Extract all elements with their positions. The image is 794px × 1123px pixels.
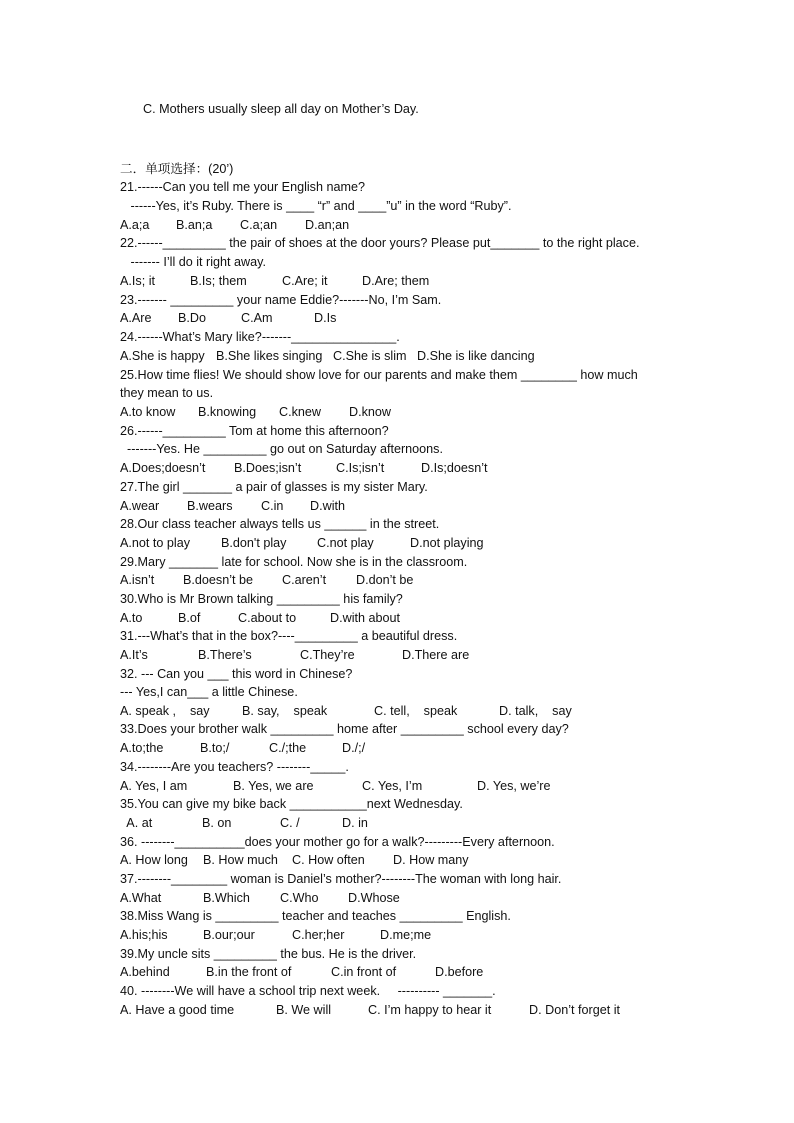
question-39-line-1: 39.My uncle sits _________ the bus. He is the driver. (120, 947, 417, 961)
option-d: D.Whose (348, 891, 400, 905)
option-b: B.in the front of (206, 965, 292, 979)
section-title: 二．单项选择：(20’) (120, 162, 234, 176)
option-d: D.with (310, 499, 345, 513)
option-c: C.Am (241, 311, 273, 325)
question-36-options (120, 852, 720, 868)
option-c: C.not play (317, 536, 374, 550)
option-a: A.isn’t (120, 573, 155, 587)
question-21-line-1: 21.------Can you tell me your English name? (120, 180, 365, 194)
question-25-line-1 (120, 367, 673, 383)
option-d: D.not playing (410, 536, 484, 550)
question-26-line-2: -------Yes. He _________ go out on Saturday afternoons. (120, 442, 443, 456)
question-32-line-1: 32. --- Can you ___ this word in Chinese? (120, 667, 353, 681)
question-21-options (120, 217, 720, 233)
option-b: B.our;our (203, 928, 255, 942)
question-30-options (120, 610, 720, 626)
option-b: B. say, speak (242, 704, 328, 718)
question-36-line-1: 36. --------__________does your mother go for a walk?---------Every afternoon. (120, 835, 555, 849)
option-d: D. Yes, we’re (477, 779, 551, 793)
question-24-line-1: 24.------What’s Mary like?-------_______________. (120, 330, 400, 344)
option-a: A.his;his (120, 928, 168, 942)
option-b: B. We will (276, 1003, 332, 1017)
option-d: D./;/ (342, 741, 366, 755)
option-c: C. tell, speak (374, 704, 458, 718)
option-c: C.her;her (292, 928, 345, 942)
option-b: B. How much (203, 853, 278, 867)
option-d: D. in (342, 816, 368, 830)
option-d: D.don’t be (356, 573, 414, 587)
option-a: A.behind (120, 965, 170, 979)
option-a: A.What (120, 891, 162, 905)
option-c: C. / (280, 816, 300, 830)
option-c: C.in (261, 499, 284, 513)
option-d: D. Don’t forget it (529, 1003, 620, 1017)
option-b: B.to;/ (200, 741, 230, 755)
option-d: D.know (349, 405, 391, 419)
option-d: D.She is like dancing (417, 349, 535, 363)
option-c: C.Is;isn’t (336, 461, 385, 475)
question-33-line-1: 33.Does your brother walk _________ home after _________ school every day? (120, 722, 569, 736)
question-38-line-1: 38.Miss Wang is _________ teacher and teaches _________ English. (120, 909, 511, 923)
option-a: A.Does;doesn’t (120, 461, 206, 475)
option-c: C./;the (269, 741, 307, 755)
option-c: C.Who (280, 891, 319, 905)
option-a: A. How long (120, 853, 188, 867)
option-d: D.before (435, 965, 484, 979)
question-25-line-2: they mean to us. (120, 386, 214, 400)
option-b: B.Is; them (190, 274, 247, 288)
option-a: A.a;a (120, 218, 150, 232)
option-d: D.Is (314, 311, 337, 325)
option-d: D.me;me (380, 928, 432, 942)
option-c: C.Are; it (282, 274, 328, 288)
option-a: A.She is happy (120, 349, 205, 363)
question-32-options (120, 703, 720, 719)
option-d: D.Are; them (362, 274, 430, 288)
option-d: D.Is;doesn’t (421, 461, 488, 475)
option-a: A.to (120, 611, 143, 625)
question-40-line-1: 40. --------We will have a school trip next week. ---------- _______. (120, 984, 496, 998)
question-37-options (120, 890, 720, 906)
question-35-line-1: 35.You can give my bike back ___________next Wednesday. (120, 797, 463, 811)
option-c: C.a;an (240, 218, 278, 232)
option-a: A.Are (120, 311, 152, 325)
question-24-options (120, 348, 720, 364)
question-text: 25.How time flies! We should show love for our parents and make them ________ how much (120, 368, 638, 382)
option-b: B.Does;isn’t (234, 461, 302, 475)
option-c: C. How often (292, 853, 365, 867)
option-b: B.wears (187, 499, 233, 513)
question-34-line-1: 34.--------Are you teachers? --------_____. (120, 760, 349, 774)
option-c: C.They’re (300, 648, 355, 662)
option-a: A.wear (120, 499, 160, 513)
question-26-line-1: 26.------_________ Tom at home this afternoon? (120, 424, 389, 438)
option-a: A.Is; it (120, 274, 155, 288)
option-d: D.There are (402, 648, 470, 662)
option-b: B.don't play (221, 536, 287, 550)
question-40-options (120, 1002, 720, 1018)
option-b: B.Do (178, 311, 206, 325)
question-25-options (120, 404, 720, 420)
question-21-line-2: ------Yes, it’s Ruby. There is ____ “r” and ____”u” in the word “Ruby”. (120, 199, 512, 213)
previous-option-c: C. Mothers usually sleep all day on Mother’s Day. (143, 102, 419, 116)
question-38-options (120, 927, 720, 943)
option-b: B. on (202, 816, 232, 830)
option-b: B.doesn’t be (183, 573, 254, 587)
option-d: D. talk, say (499, 704, 572, 718)
option-c: C.about to (238, 611, 297, 625)
question-22-line-2: ------- I’ll do it right away. (120, 255, 267, 269)
option-b: B.Which (203, 891, 250, 905)
question-31-line-1: 31.---What’s that in the box?----_________ a beautiful dress. (120, 629, 458, 643)
option-a: A.to;the (120, 741, 164, 755)
question-26-options (120, 460, 720, 476)
option-c: C. Yes, I’m (362, 779, 423, 793)
option-c: C. I’m happy to hear it (368, 1003, 492, 1017)
question-27-options (120, 498, 720, 514)
question-35-options (120, 815, 720, 831)
option-c: C.knew (279, 405, 321, 419)
option-b: B.an;a (176, 218, 213, 232)
question-37-line-1: 37.--------________ woman is Daniel’s mother?--------The woman with long hair. (120, 872, 562, 886)
option-b: B.knowing (198, 405, 257, 419)
question-32-line-2: --- Yes,I can___ a little Chinese. (120, 685, 298, 699)
option-b: B.There’s (198, 648, 252, 662)
question-23-line-1: 23.------- _________ your name Eddie?-------No, I’m Sam. (120, 293, 442, 307)
option-a: A.not to play (120, 536, 191, 550)
option-b: B.of (178, 611, 201, 625)
option-b: B.She likes singing (216, 349, 323, 363)
option-a: A.to know (120, 405, 176, 419)
question-28-line-1: 28.Our class teacher always tells us ______ in the street. (120, 517, 440, 531)
question-31-options (120, 647, 720, 663)
question-22-line-1: 22.------_________ the pair of shoes at the door yours? Please put_______ to the right place. (120, 236, 640, 250)
option-a: A.It’s (120, 648, 148, 662)
question-33-options (120, 740, 720, 756)
option-d: D. How many (393, 853, 469, 867)
question-39-options (120, 964, 720, 980)
question-27-line-1: 27.The girl _______ a pair of glasses is my sister Mary. (120, 480, 428, 494)
option-c: C.in front of (331, 965, 397, 979)
option-a: A. at (120, 816, 153, 830)
question-22-options (120, 273, 720, 289)
option-a: A. Have a good time (120, 1003, 235, 1017)
question-29-options (120, 572, 720, 588)
question-34-options (120, 778, 720, 794)
question-30-line-1: 30.Who is Mr Brown talking _________ his family? (120, 592, 403, 606)
option-d: D.an;an (305, 218, 350, 232)
option-a: A. Yes, I am (120, 779, 188, 793)
question-28-options (120, 535, 720, 551)
option-d: D.with about (330, 611, 401, 625)
question-23-options (120, 310, 720, 326)
option-c: C.aren’t (282, 573, 327, 587)
question-29-line-1: 29.Mary _______ late for school. Now she is in the classroom. (120, 555, 468, 569)
option-a: A. speak , say (120, 704, 210, 718)
option-c: C.She is slim (333, 349, 407, 363)
option-b: B. Yes, we are (233, 779, 314, 793)
